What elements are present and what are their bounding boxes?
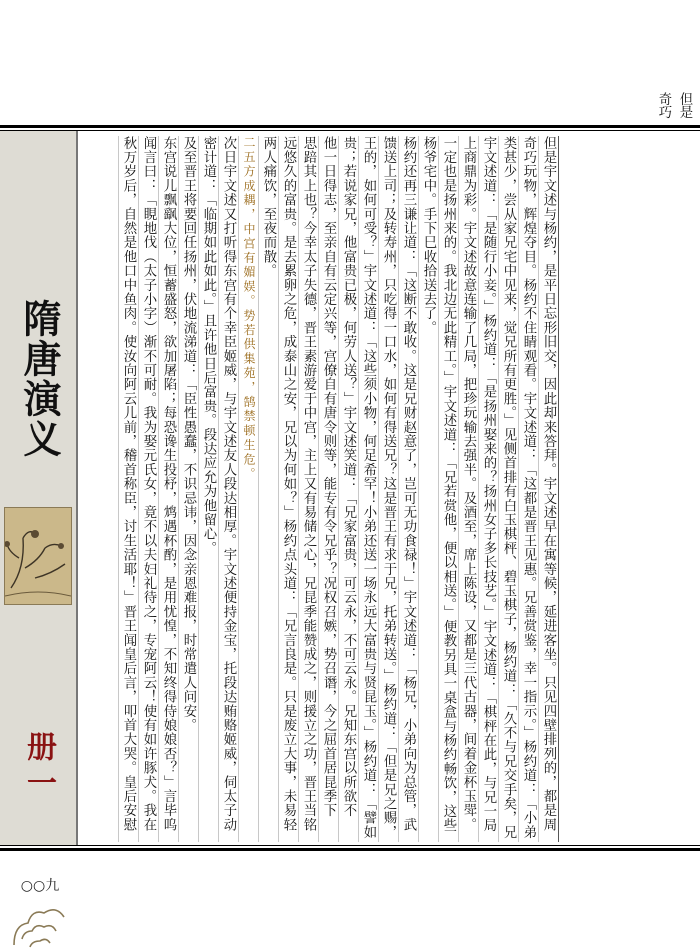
text-column: 类甚少，尝从家兄宅中见来，觉兄所有更胜。」见侧首排有白玉棋枰、碧玉棋子，杨约道：「久不与兄交手矣，兄 — [501, 136, 516, 840]
page-number-block — [10, 875, 70, 951]
top-overflow-lines — [520, 92, 700, 125]
text-column: 杨爷宅中。手下巳收拾送去了。 — [421, 136, 436, 335]
book-title: 隋唐演义 — [17, 299, 62, 459]
column-rule — [278, 136, 279, 842]
cloud-ornament-icon — [10, 895, 70, 951]
text-column: 奇巧玩物，辉煌夺目。杨约不住睛观看。宇文述道：「这都是晋王见惠。兄善赏鉴，幸一指示。」杨约道：「小弟 — [521, 136, 536, 840]
column-rule — [358, 136, 359, 842]
column-rule — [178, 136, 179, 842]
text-column: 王的，如何可受？」宇文述道：「这些须小物，何足希罕！小弟还送一场永远大富贵与贤昆玉。」杨约道：「譬如 — [361, 136, 376, 840]
text-column: 一定也是扬州来的。我北边无此精工。」宇文述道：「兄若赏他，便以相送。」便教另具一桌盒与杨约畅饮，这些 — [441, 136, 456, 833]
bottom-border — [0, 848, 700, 851]
text-column: 思踣其上也？今幸太子失德，晋王素游爱于中宫，主上又有易储之心，兄昆季能赞成之，则援立之功，晋王当铭 — [301, 136, 316, 832]
text-body — [82, 136, 560, 842]
column-rule — [298, 136, 299, 842]
text-column: 两人痛饮，至夜而散。 — [261, 136, 276, 278]
column-rule — [418, 136, 419, 842]
column-rule — [378, 136, 379, 842]
spine-illustration — [4, 507, 72, 605]
column-rule — [218, 136, 219, 842]
text-column: 次日宇文述又打听得东宫有个幸臣姬威，与宇文述友人段达相厚。宇文述便持金宝，托段达贿赂姬威，伺太子动 — [221, 136, 236, 832]
column-rule — [318, 136, 319, 842]
text-column: 宇文述道：「是随行小妾。」杨约道：「是扬州娶来的？扬州女子多长技艺。」宇文述道：「棋枰在此，与兄一局 — [481, 136, 496, 833]
text-column: 上商鼎为彩。宇文述故意连输了几局，把珍玩输去强半。及酒至，席上陈设，又都是三代古器，间着金杯玉斝。 — [461, 136, 476, 832]
text-column: 他一日得志，至亲自有云定兴等，宫僚自有唐令则等，能专有令兄乎？况权召嫉，势召谮，今之屈首居昆季下 — [321, 136, 336, 818]
text-column: 杨约还再三谦让道：「这断不敢收。这是兄财赵意了，岂可无功食禄！」宇文述道：「杨兄，小弟向为总管，武 — [401, 136, 416, 832]
column-rule — [238, 136, 239, 842]
text-column: 馈送上司；及转寿州，只吃得一口水，如何有得送兄？这是晋王有求于兄，托弟转送。」杨约道：「但是兄之赐， — [381, 136, 396, 840]
column-rule — [258, 136, 259, 842]
column-rule — [458, 136, 459, 842]
verse-note-column: 二五方成耦，中宫有媚娱。势若供集苑，鹄禁顿生危。 — [242, 136, 256, 482]
bottom-border-inner — [0, 845, 700, 846]
column-rule — [138, 136, 139, 842]
text-column: 远悠久的富贵。是去累卵之危，成泰山之安，兄以为何如？」杨约点头道：「兄言良是。只是废立大事，未易轻 — [281, 136, 296, 832]
column-rule — [438, 136, 439, 842]
top-line-2: 奇巧 — [656, 92, 671, 119]
text-column: 秋万岁后，自然是他口中鱼肉。使汝向阿云儿前，稽首称臣，讨生活耶！」晋王闻皇后言，叩首大哭。皇后安慰 — [121, 136, 136, 832]
column-rule — [558, 136, 559, 842]
volume-label: 册一 — [21, 731, 56, 803]
text-column: 但是宇文述与杨约，是平日忘形旧交，因此却来答拜。宇文述早在寓等候，延进客坐。只见四壁排列的，都是周 — [541, 136, 556, 832]
ink-painting-icon — [5, 508, 71, 604]
text-column: 东宫说儿飘飖大位，恒蓄盛怒，欲加屠陷；每恐谗生投杼，鸩遇杯酌，是用忧惶，不知终得侍娘娘否？」言毕呜 — [161, 136, 176, 832]
column-rule — [198, 136, 199, 842]
text-column: 密计道：「临期如此如此。」且许他日后富贵。段达应允为他留心。 — [201, 136, 216, 556]
column-rule — [118, 136, 119, 842]
text-column: 闻言曰：「睍地伐（太子小字）渐不可耐。我为娶元氏女，竟不以夫妇礼待之，专宠阿云！使有如许豚犬。我在 — [141, 136, 156, 832]
top-border — [0, 125, 700, 128]
text-column: 及至晋王将要回任扬州，伏地流涕道：「臣性愚蠢，不识忌讳，因念亲恩难报，时常遣人问安。 — [181, 136, 196, 733]
page-number: ○○九 — [20, 878, 60, 894]
book-spine — [0, 131, 78, 894]
column-rule — [538, 136, 539, 842]
column-rule — [518, 136, 519, 842]
top-border-inner — [0, 130, 700, 131]
top-line-1: 但是 — [677, 92, 692, 119]
column-rule — [158, 136, 159, 842]
column-rule — [338, 136, 339, 842]
column-rule — [398, 136, 399, 842]
text-column: 贵；若说家兄，他富贵已极，何劳人送？」宇文述笑道：「兄家富贵，可云永，不可云永。兄知东宫以所欲不 — [341, 136, 356, 818]
column-rule — [478, 136, 479, 842]
column-rule — [498, 136, 499, 842]
